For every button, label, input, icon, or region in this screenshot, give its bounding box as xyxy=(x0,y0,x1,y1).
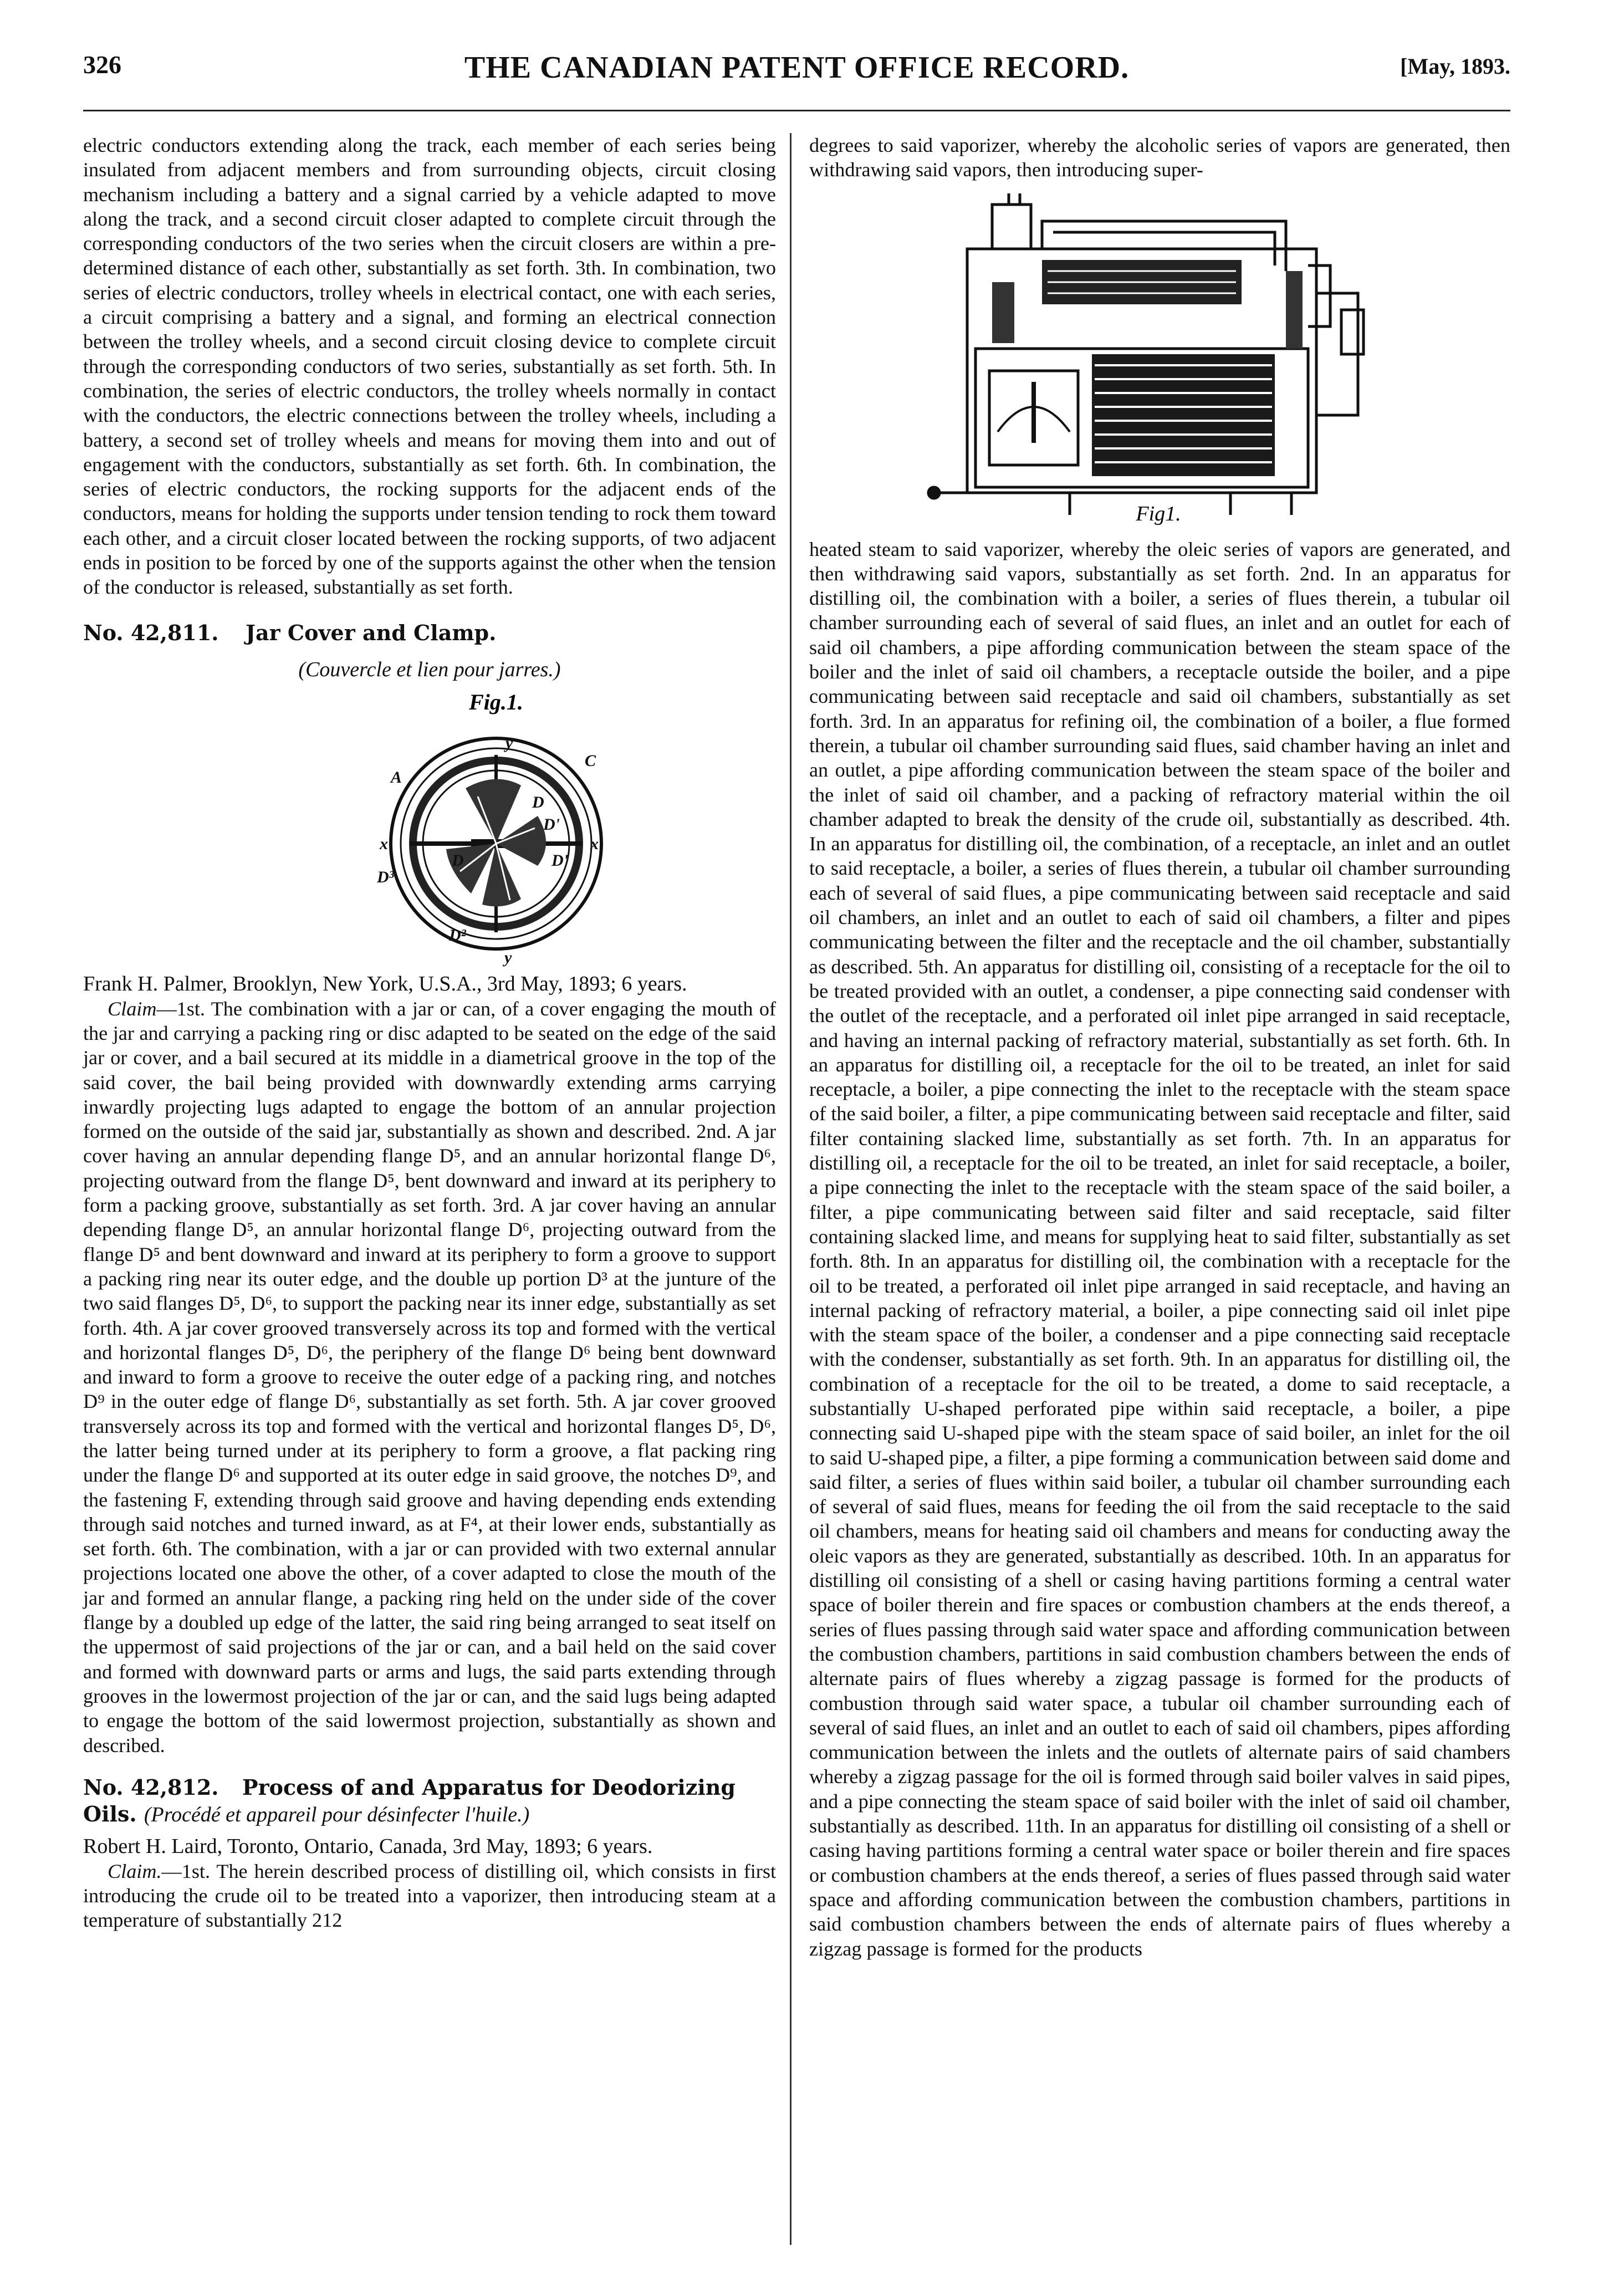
fig-letter-c: C xyxy=(585,751,596,770)
fig-letter-d1: D' xyxy=(543,815,560,834)
fig-letter-d2: D xyxy=(532,793,544,811)
claims-42812-continued: heated steam to said vaporizer, whereby the oleic series of vapors are generated, and then withdrawing said vapors, substantially as set forth. 2nd. In an apparatus for distilling oil, the combination with a boiler, a series of flues therein, a tubular oil chamber surrounding each of several of said flues, an inlet and an outlet for each of said oil chambers, a pipe affording communication between the steam space of the boiler and the inlet of said oil chambers, a receptacle outside the boiler, and a pipe communicating between said receptacle and said oil chambers, substantially as set forth. 3rd. In an apparatus for refining oil, the combination of a boiler, a flue formed therein, a tubular oil chamber surrounding said flues, said chamber having an inlet and an outlet, a pipe affording communication between the steam space of the boiler and the inlet of said oil chamber, and a packing of refractory material within the oil chamber adapted to break the density of the crude oil, substantially as described. 4th. In an apparatus for distilling oil, the combination, of a receptacle, an inlet and an outlet to said receptacle, a boiler, a series of flues therein, a tubular oil chamber surrounding each of several of said flues, a pipe communicating between said receptacle and said oil chambers, an inlet and an outlet to each of said oil chambers, a filter and pipes communicating between the filter and the receptacle and the oil chamber, substantially as described. 5th. An apparatus for distilling oil, consisting of a receptacle for the oil to be treated provided with an outlet, a condenser, a pipe connecting said condenser with the outlet of the receptacle, and a perforated oil inlet pipe arranged in said receptacle, and having an internal packing of refractory material, substantially as set forth. 6th. In an apparatus for distilling oil, a receptacle for the oil to be treated, an inlet for said receptacle, a boiler, a pipe connecting the inlet to the receptacle with the steam space of the said boiler, a filter, a pipe communicating between said receptacle and filter, said filter containing slacked lime, substantially as set forth. 7th. In an apparatus for distilling oil, a receptacle for the oil to be treated, an inlet for said receptacle, a boiler, a pipe connecting the inlet to the receptacle with the steam space of the said boiler, a filter, a pipe communicating between said filter and said receptacle, said filter containing slacked lime, and means for supplying heat to said filter, substantially as set forth. 8th. In an apparatus for distilling oil, the combination with a receptacle for the oil to be treated, a perforated oil inlet pipe arranged in said receptacle, and having an internal packing of refractory material, a boiler, a pipe connecting said oil inlet pipe with the steam space of the boiler, a condenser and a pipe connecting said receptacle with the condenser, substantially as set forth. 9th. In an apparatus for distilling oil, the combination of a receptacle for the oil to be treated, a dome to said receptacle, a substantially U-shaped perforated pipe within said receptacle, a boiler, a pipe connecting said U-shaped pipe with the steam space of said boiler, an inlet for the oil to said U-shaped pipe, a filter, a pipe forming a communication between said dome and said filter, a series of flues within said boiler, a tubular oil chamber surrounding each of several of said flues, means for feeding the oil from the said receptacle to the said oil chambers, means for heating said oil chambers and means for conducting away the oleic vapors as they are generated, substantially as described. 10th. In an apparatus for distilling oil consisting of a shell or casing having partitions forming a central water space of boiler therein and fire spaces or combustion chambers at the ends thereof, a series of flues passing through said water space and affording communication between the combustion chambers, partitions in said combustion chambers between the ends of alternate pairs of flues whereby a zigzag passage is formed for the products of combustion through said water space, a tubular oil chamber surrounding each of several of said flues, an inlet and an outlet to each of said oil chambers, pipes affording communication between the inlets and the outlets of alternate pairs of said chambers whereby a zigzag passage for the oil is formed through said boiler valves in said pipes, and a pipe connecting the steam space of said boiler with the inlet of said oil chamber, substantially as described. 11th. In an apparatus for distilling oil consisting of a shell or casing having partitions forming a central water space or boiler therein and fire spaces or combustion chambers at the ends thereof, a series of flues passed through said water space and affording communication between the combustion chambers, partitions in said combustion chambers between the ends of alternate pairs of flues whereby a zigzag passage is formed for the products xyxy=(809,538,1510,1960)
fig-letter-x-left: x xyxy=(380,834,388,853)
patent-heading-42811 xyxy=(83,620,776,646)
fig-letter-x-right: x xyxy=(590,834,599,853)
fig-letter-y-bottom: y xyxy=(504,948,512,967)
distilling-apparatus-figure xyxy=(809,182,1510,537)
fig-letter-d4: D xyxy=(452,851,464,870)
page-header xyxy=(83,50,1510,94)
page-number: 326 xyxy=(83,50,121,79)
patent-title: Jar Cover and Clamp. xyxy=(246,620,497,645)
figure-label: Fig1. xyxy=(1136,502,1181,525)
jar-cover-figure xyxy=(83,683,776,971)
fig-letter-a: A xyxy=(391,768,402,787)
jar-cover-drawing xyxy=(83,683,776,971)
left-column xyxy=(83,133,776,1933)
inventor-line: Frank H. Palmer, Brooklyn, New York, U.S.A., 3rd May, 1893; 6 years. xyxy=(83,972,687,995)
distilling-apparatus-drawing xyxy=(809,182,1510,537)
claim-label: Claim. xyxy=(108,1860,162,1882)
patent-number: No. 42,811. xyxy=(83,620,219,645)
patent-title: Process of and Apparatus for Deodorizing Oils. xyxy=(83,1774,736,1826)
claim-body: —1st. The herein described process of distilling oil, which consists in first introducing the crude oil to be treated into a vaporizer, then introducing steam at a temperature of substantially 212 xyxy=(83,1860,776,1932)
header-rule xyxy=(83,110,1510,111)
publication-title: THE CANADIAN PATENT OFFICE RECORD. xyxy=(464,50,1130,85)
continued-claims: electric conductors extending along the track, each member of each series being insulated from adjacent members and from surrounding objects, circuit closing mechanism including a battery and a signal carried by a vehicle adapted to move along the track, and a second circuit closer adapted to complete circuit through the corresponding conductors of the two series when the circuit closers are within a pre-determined distance of each other, substantially as set forth. 3th. In combination, two series of electric conductors, trolley wheels in electrical contact, one with each series, a circuit comprising a battery and a signal, and forming an electrical connection between the trolley wheels, and a second circuit closing device to complete circuit through the corresponding conductors of two series, substantially as set forth. 5th. In combination, the series of electric conductors, the trolley wheels normally in contact with the conductors, the electric connections between the trolley wheels, including a battery, a second set of trolley wheels and means for moving them into and out of engagement with the conductors, substantially as set forth. 6th. In combination, the series of electric conductors, the rocking supports for the adjacent ends of the conductors, means for holding the supports under tension tending to rock them toward each other, and a circuit closer located between the rocking supports, of two adjacent ends in position to be forced by one of the supports against the other when the tension of the conductor is released, substantially as set forth. xyxy=(83,134,776,599)
fig-letter-d-top: y xyxy=(505,733,513,752)
fig-letter-d5: D³ xyxy=(377,867,394,886)
claims-42811 xyxy=(83,997,776,1758)
fig-letter-d3: D' xyxy=(551,851,568,870)
claims-42812-start xyxy=(83,1859,776,1933)
patent-number: No. 42,812. xyxy=(83,1774,219,1800)
inventor-line: Robert H. Laird, Toronto, Ontario, Canada, 3rd May, 1893; 6 years. xyxy=(83,1834,653,1858)
claims-continued-top: degrees to said vaporizer, whereby the alcoholic series of vapors are generated, then withdrawing said vapors, then introducing super- xyxy=(809,134,1510,181)
column-divider xyxy=(790,133,791,2245)
figure-label: Fig.1. xyxy=(469,689,523,714)
right-column xyxy=(809,133,1510,1961)
patent-heading-42812 xyxy=(83,1774,776,1828)
fig-letter-d6: D² xyxy=(449,926,466,944)
claim-label: Claim xyxy=(108,997,157,1020)
claim-body: —1st. The combination with a jar or can, of a cover engaging the mouth of the jar and carrying a packing ring or disc adapted to be seated on the edge of the said jar or cover, and a bail secured at its middle in a diametrical groove in the top of the said cover, the bail being provided with downwardly extending arms carrying inwardly projecting lugs adapted to engage the bottom of an annular projection formed on the outside of the said jar, substantially as shown and described. 2nd. A jar cover having an annular depending flange D⁵, and an annular horizontal flange D⁶, projecting outward from the flange D⁵, bent downward and inward at its periphery to form a packing groove, substantially as set forth. 3rd. A jar cover having an annular depending flange D⁵, an annular horizontal flange D⁶, projecting outward from the flange D⁵ and bent downward and inward at its periphery to form a groove to support a packing ring near its outer edge, and the double up portion D³ at the junture of the two said flanges D⁵, D⁶, to support the packing near its inner edge, substantially as set forth. 4th. A jar cover grooved transversely across its top and formed with the vertical and horizontal flanges D⁵, D⁶, the periphery of the flange D⁶ being bent downward and inward to form a groove to receive the outer edge of a packing ring, and notches D⁹ in the outer edge of flange D⁶, substantially as set forth. 5th. A jar cover grooved transversely across its top and formed with the vertical and horizontal flanges D⁵, D⁶, the latter being turned under at its periphery to form a groove, a flat packing ring under the flange D⁶ and supported at its outer edge in said groove, the notches D⁹, and the fastening F, extending through said groove and having depending ends extending through said notches and turned inward, as at F⁴, at their lower ends, substantially as set forth. 6th. The combination, with a jar or can provided with two external annular projections located one above the other, of a cover adapted to close the mouth of the jar and formed an annular flange, a packing ring held on the under side of the cover flange by a doubled up edge of the latter, the said ring being arranged to seat itself on the uppermost of said projections of the jar or can, and a bail held on the said cover and formed with downward parts or arms and lugs, the said parts extending through grooves in the lowermost projection of the jar or can, and the said lugs being adapted to engage the bottom of the said lowermost projection, substantially as shown and described. xyxy=(83,997,776,1757)
issue-date: [May, 1893. xyxy=(1400,54,1510,79)
patent-french-title: (Procédé et appareil pour désinfecter l'huile.) xyxy=(144,1803,530,1826)
patent-french-title: (Couvercle et lien pour jarres.) xyxy=(298,657,561,681)
